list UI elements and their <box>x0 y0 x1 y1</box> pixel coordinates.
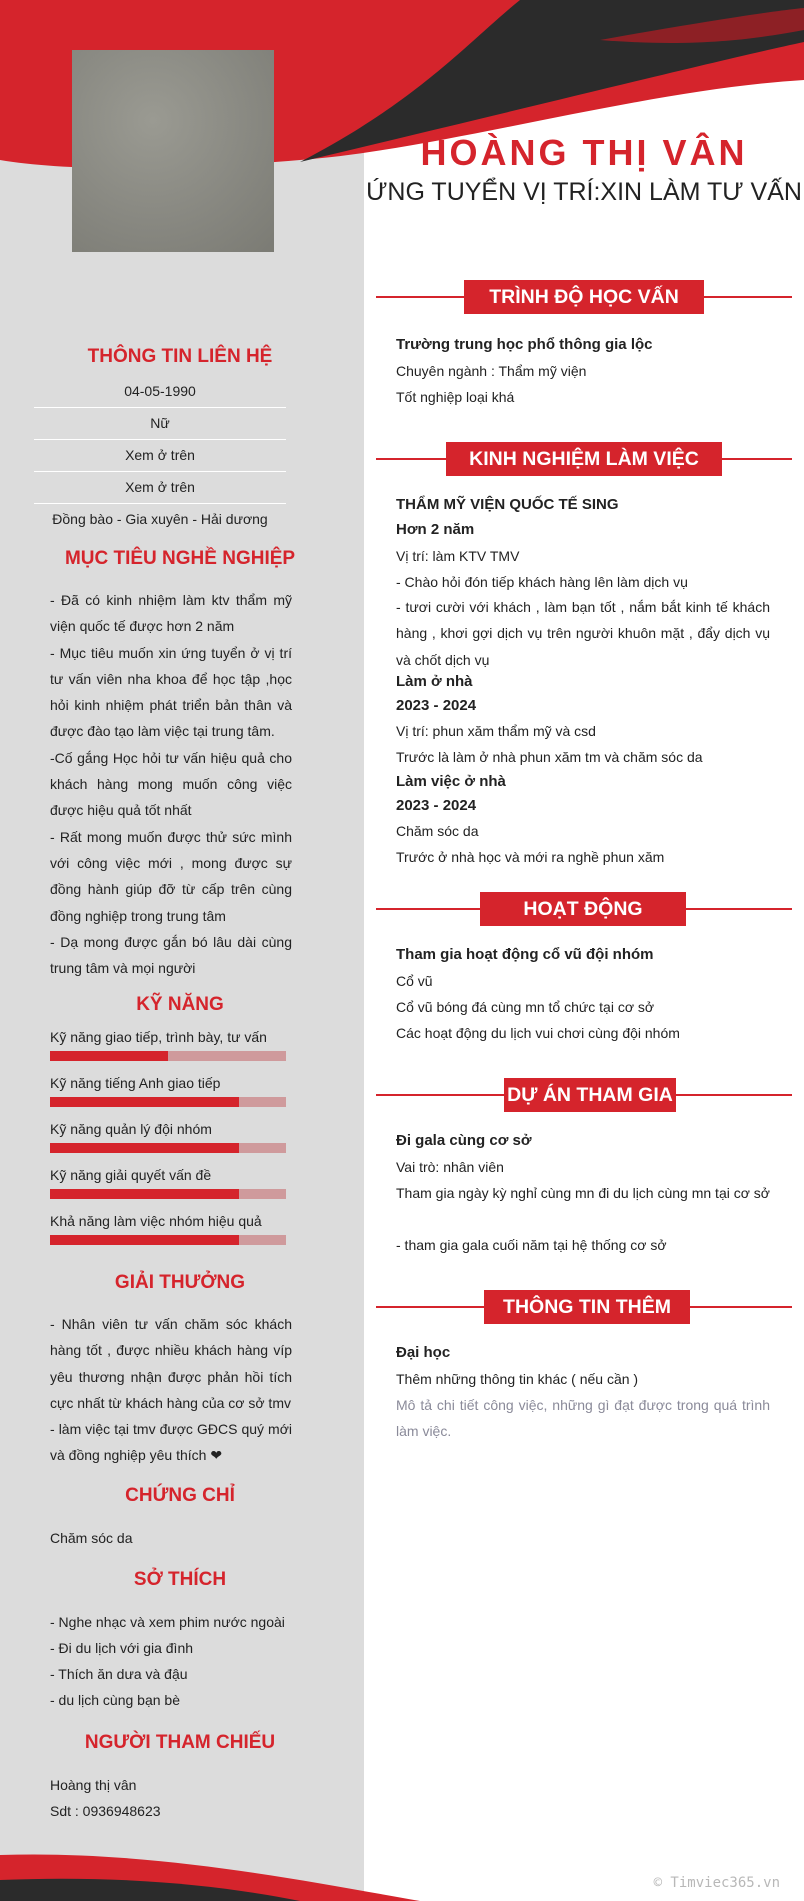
skills-title: KỸ NĂNG <box>136 994 224 1015</box>
job-role: Vị trí: làm KTV TMV <box>396 548 520 564</box>
skill-item <box>50 1165 286 1199</box>
objective-text <box>50 587 292 981</box>
certificates-title: CHỨNG CHỈ <box>125 1485 235 1506</box>
activity-line: Cổ vũ <box>396 973 433 989</box>
candidate-name: HOÀNG THỊ VÂN <box>420 132 748 173</box>
skill-name: Kỹ năng tiếng Anh giao tiếp <box>50 1075 221 1091</box>
job-time: 2023 - 2024 <box>396 797 477 814</box>
job-detail: - tươi cười với khách , làm bạn tốt , nắm bắt kinh tế khách hàng , khơi gợi dịch vụ trên người khuôn mặt , đẩy dịch vụ và chốt dịch vụ <box>396 599 770 668</box>
job-detail: Trước ở nhà học và mới ra nghề phun xăm <box>396 849 665 865</box>
certificate-item: Chăm sóc da <box>50 1530 133 1546</box>
skill-bar <box>50 1097 286 1107</box>
sidebar <box>0 0 364 1901</box>
education-school: Trường trung học phổ thông gia lộc <box>396 336 653 353</box>
project-extra: - tham gia gala cuối năm tại hệ thống cơ sở <box>396 1237 667 1253</box>
skill-name: Kỹ năng giao tiếp, trình bày, tư vấn <box>50 1029 267 1045</box>
additional-title: THÔNG TIN THÊM <box>484 1290 690 1324</box>
objective-paragraph: - Dạ mong được gắn bó lâu dài cùng trung tâm và mọi người <box>50 933 292 977</box>
skill-item <box>50 1073 286 1107</box>
skill-bar-fill <box>50 1235 239 1245</box>
main-content <box>364 0 804 1901</box>
experience-title: KINH NGHIỆM LÀM VIỆC <box>446 442 722 476</box>
award-paragraph: - Nhân viên tư vấn chăm sóc khách hàng tốt , được nhiều khách hàng víp yêu thương nhận được phản hồi tích cực nhất từ khách hàng của cơ sở tmv <box>50 1316 292 1411</box>
job-company: Làm việc ở nhà <box>396 773 506 790</box>
references-title: NGƯỜI THAM CHIẾU <box>84 1732 276 1753</box>
contact-phone: Xem ở trên <box>34 439 286 472</box>
objective-paragraph: - Đã có kinh nhiệm làm ktv thẩm mỹ viện quốc tế được hơn 2 năm <box>50 592 292 635</box>
objective-paragraph: - Mục tiêu muốn xin ứng tuyển ở vị trí tư vấn viên nha khoa để học tập ,học hỏi kinh nhiệm phát triển bản thân và được đào tạo làm việc tại trung tâm. <box>50 644 292 740</box>
skill-bar-fill <box>50 1143 239 1153</box>
skill-bar <box>50 1143 286 1153</box>
hobby-item: - Đi du lịch với gia đình <box>50 1640 194 1656</box>
activity-line: Các hoạt động du lịch vui chơi cùng đội nhóm <box>396 1025 680 1041</box>
contact-title: THÔNG TIN LIÊN HỆ <box>87 346 273 367</box>
skill-name: Kỹ năng giải quyết vấn đề <box>50 1167 212 1183</box>
activity-name: Tham gia hoạt động cổ vũ đội nhóm <box>396 946 654 963</box>
skill-bar <box>50 1051 286 1061</box>
job-company: THẨM MỸ VIỆN QUỐC TẾ SING <box>396 496 619 513</box>
experience-heading <box>376 442 792 476</box>
award-paragraph: - làm việc tại tmv được GĐCS quý mới và đồng nghiệp yêu thích ❤ <box>50 1421 292 1464</box>
education-title: TRÌNH ĐỘ HỌC VẤN <box>464 280 704 314</box>
hobby-item: - Thích ăn dưa và đậu <box>50 1666 188 1682</box>
hobby-item: - du lịch cùng bạn bè <box>50 1692 180 1708</box>
objective-paragraph: -Cố gắng Học hỏi tư vấn hiệu quả cho khách hàng mong muốn công việc được hiệu quả tốt nhất <box>50 749 292 819</box>
education-major: Chuyên ngành : Thẩm mỹ viện <box>396 363 587 379</box>
skill-name: Khả năng làm việc nhóm hiệu quả <box>50 1213 262 1229</box>
job-time: 2023 - 2024 <box>396 697 477 714</box>
watermark: © Timviec365.vn <box>653 1875 780 1891</box>
skill-name: Kỹ năng quản lý đội nhóm <box>50 1121 212 1137</box>
additional-heading <box>376 1290 792 1324</box>
skill-bar-fill <box>50 1189 239 1199</box>
skill-item <box>50 1211 286 1245</box>
hobby-item: - Nghe nhạc và xem phim nước ngoài <box>50 1614 285 1630</box>
additional-line: Thêm những thông tin khác ( nếu cần ) <box>396 1371 639 1387</box>
additional-name: Đại học <box>396 1344 451 1361</box>
projects-heading <box>376 1078 792 1112</box>
skill-bar-fill <box>50 1097 239 1107</box>
job-company: Làm ở nhà <box>396 673 473 690</box>
reference-name: Hoàng thị vân <box>50 1777 137 1793</box>
contact-gender: Nữ <box>34 407 286 440</box>
education-heading <box>376 280 792 314</box>
objective-paragraph: - Rất mong muốn được thử sức mình với công việc mới , mong được sự đồng hành giúp đỡ từ cấp trên cùng đồng nghiệp trong trung tâm <box>50 828 292 924</box>
activities-heading <box>376 892 792 926</box>
project-name: Đi gala cùng cơ sở <box>396 1132 532 1149</box>
project-role: Vai trò: nhân viên <box>396 1159 504 1175</box>
projects-title: DỰ ÁN THAM GIA <box>504 1078 676 1112</box>
applied-position: ỨNG TUYỂN VỊ TRÍ:XIN LÀM TƯ VẤN <box>366 178 802 206</box>
project-description: Tham gia ngày kỳ nghỉ cùng mn đi du lịch cùng mn tại cơ sở <box>396 1185 770 1201</box>
activity-line: Cổ vũ bóng đá cùng mn tổ chức tại cơ sở <box>396 999 655 1015</box>
profile-photo <box>72 50 274 252</box>
contact-address: Đồng bào - Gia xuyên - Hải dương <box>52 511 268 527</box>
job-role: Vị trí: phun xăm thẩm mỹ và csd <box>396 723 596 739</box>
skill-item <box>50 1119 286 1153</box>
hobbies-title: SỞ THÍCH <box>133 1569 227 1590</box>
contact-birthdate: 04-05-1990 <box>34 375 286 408</box>
awards-text <box>50 1311 292 1469</box>
education-grade: Tốt nghiệp loại khá <box>396 389 515 405</box>
contact-email: Xem ở trên <box>34 471 286 504</box>
activities-title: HOẠT ĐỘNG <box>480 892 686 926</box>
job-role: Chăm sóc da <box>396 823 479 839</box>
awards-title: GIẢI THƯỞNG <box>114 1272 246 1293</box>
job-detail: Trước là làm ở nhà phun xăm tm và chăm sóc da <box>396 749 703 765</box>
additional-placeholder: Mô tả chi tiết công việc, những gì đạt được trong quá trình làm việc. <box>396 1397 770 1440</box>
reference-phone: Sdt : 0936948623 <box>50 1803 161 1819</box>
job-time: Hơn 2 năm <box>396 521 475 538</box>
job-detail: - Chào hỏi đón tiếp khách hàng lên làm dịch vụ <box>396 574 688 590</box>
skill-bar-fill <box>50 1051 168 1061</box>
objective-title: MỤC TIÊU NGHỀ NGHIỆP <box>64 548 296 569</box>
skill-item <box>50 1027 286 1061</box>
skill-bar <box>50 1235 286 1245</box>
skill-bar <box>50 1189 286 1199</box>
